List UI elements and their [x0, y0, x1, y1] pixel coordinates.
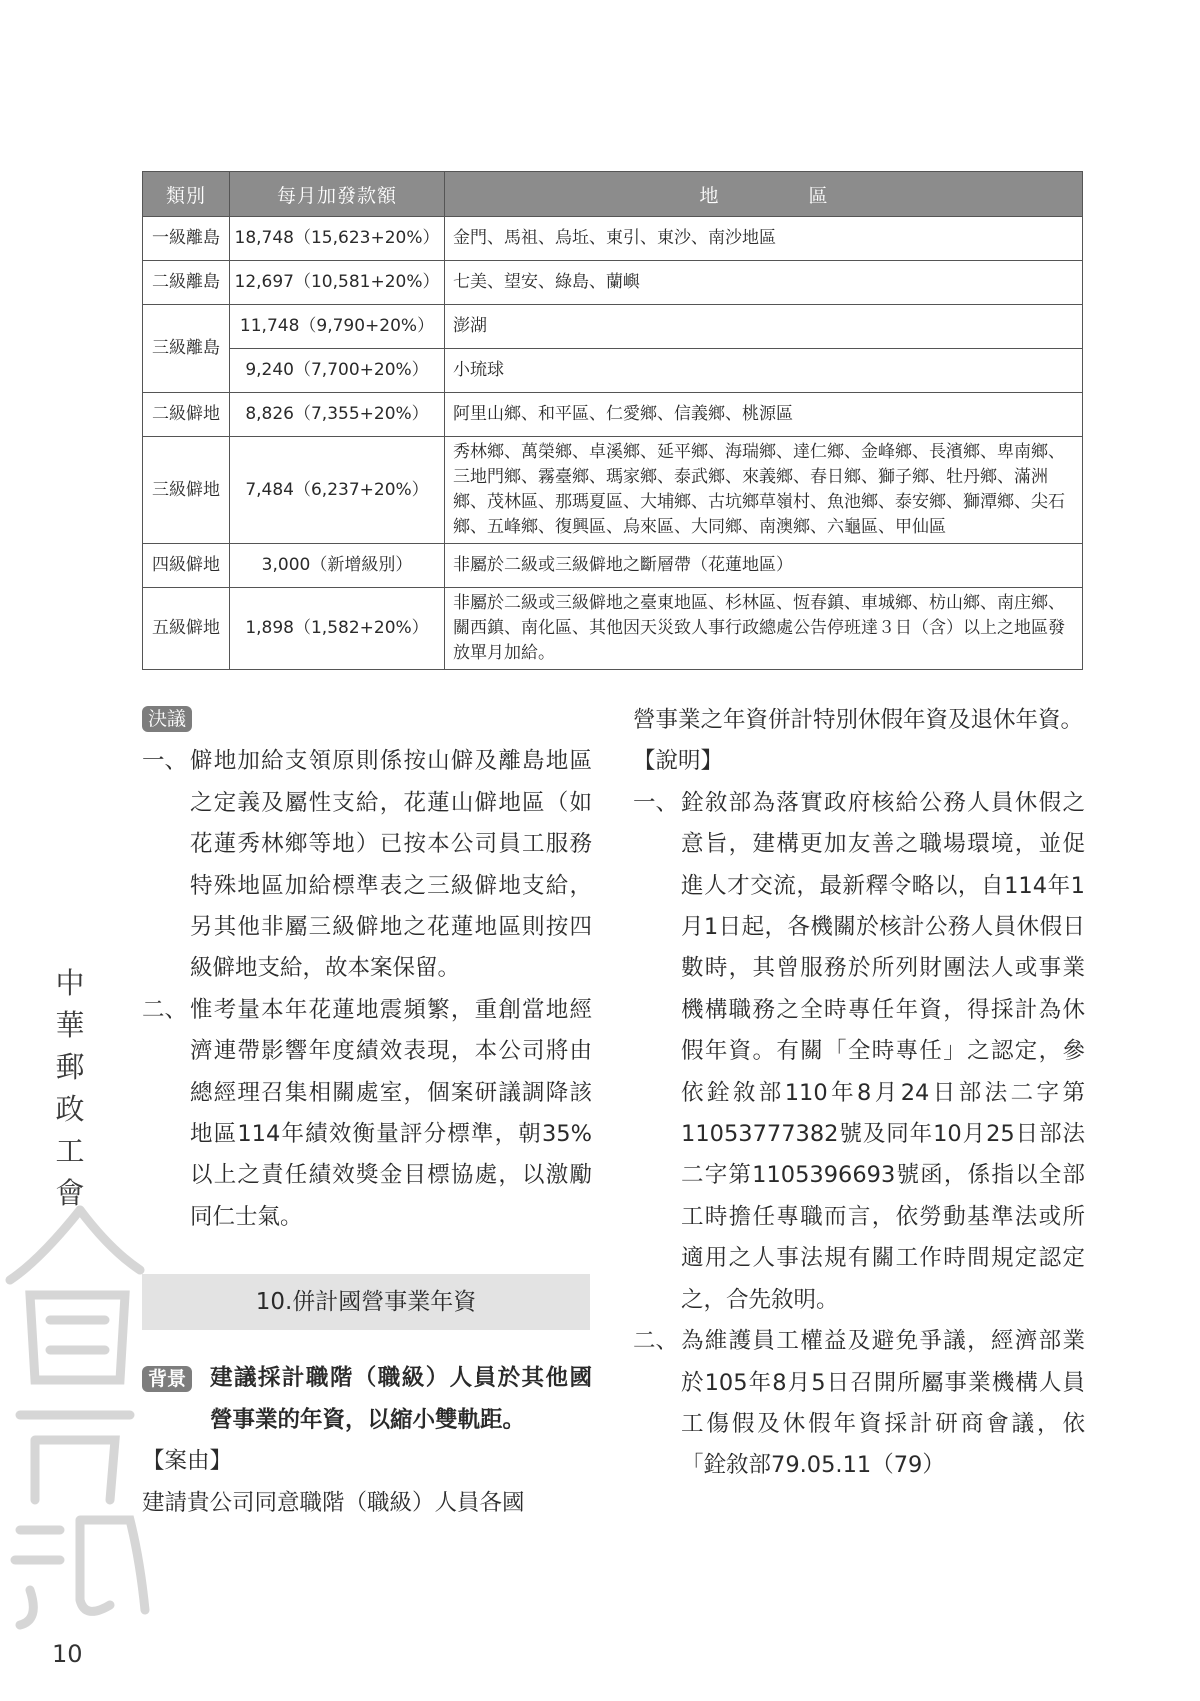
category-cell: 二級離島 — [143, 261, 230, 305]
page-number: 10 — [52, 1640, 83, 1668]
background-statement — [142, 1358, 592, 1441]
left-column — [142, 700, 592, 1524]
category-cell: 三級離島 — [143, 305, 230, 393]
category-cell: 四級僻地 — [143, 544, 230, 588]
region-cell: 阿里山鄉、和平區、仁愛鄉、信義鄉、桃源區 — [445, 393, 1083, 437]
region-cell: 秀林鄉、萬榮鄉、卓溪鄉、延平鄉、海瑞鄉、達仁鄉、金峰鄉、長濱鄉、卑南鄉、三地門鄉、霧臺鄉、瑪家鄉、泰武鄉、來義鄉、春日鄉、獅子鄉、牡丹鄉、滿洲鄉、茂林區、那瑪夏區、大埔鄉、古坑鄉草嶺村、魚池鄉、泰安鄉、獅潭鄉、尖石鄉、五峰鄉、復興區、烏來區、大同鄉、南澳鄉、六龜區、甲仙區 — [445, 437, 1083, 544]
header-amount: 每月加發款額 — [230, 172, 445, 217]
amount-cell: 9,240（7,700+20%） — [230, 349, 445, 393]
allowance-table — [142, 171, 1083, 670]
region-cell: 七美、望安、綠島、蘭嶼 — [445, 261, 1083, 305]
item-text: 為維護員工權益及避免爭議，經濟部業於105年8月5日召開所屬事業機構人員工傷假及休假年資採計研商會議，依「銓敘部79.05.11（79） — [681, 1328, 1085, 1479]
case-label: 【案由】 — [142, 1448, 233, 1475]
header-category: 類別 — [143, 172, 230, 217]
continued-text: 營事業之年資併計特別休假年資及退休年資。 — [633, 707, 1084, 733]
amount-cell: 18,748（15,623+20%） — [230, 217, 445, 261]
table-row — [143, 305, 1083, 349]
table-row — [143, 349, 1083, 393]
amount-cell: 1,898（1,582+20%） — [230, 588, 445, 670]
table-row — [143, 588, 1083, 670]
resolution-badge: 決議 — [142, 706, 192, 732]
region-cell: 金門、馬祖、烏坵、東引、東沙、南沙地區 — [445, 217, 1083, 261]
table-row — [143, 217, 1083, 261]
amount-cell: 11,748（9,790+20%） — [230, 305, 445, 349]
item-number: 二、 — [633, 1328, 679, 1355]
table-row — [143, 544, 1083, 588]
right-column — [633, 700, 1085, 1487]
item-number: 一、 — [633, 789, 679, 816]
watermark-calligraphy — [0, 1200, 150, 1630]
category-cell: 一級離島 — [143, 217, 230, 261]
amount-cell: 8,826（7,355+20%） — [230, 393, 445, 437]
resolution-item-2 — [142, 990, 592, 1238]
explain-label: 【說明】 — [633, 748, 724, 775]
item-number: 一、 — [142, 748, 188, 775]
resolution-heading — [142, 700, 592, 741]
category-cell: 三級僻地 — [143, 437, 230, 544]
table-row — [143, 437, 1083, 544]
amount-cell: 3,000（新增級別） — [230, 544, 445, 588]
region-cell: 非屬於二級或三級僻地之斷層帶（花蓮地區） — [445, 544, 1083, 588]
vertical-publication-title: 中華郵政工會 — [55, 966, 85, 1210]
explain-item-2 — [633, 1321, 1085, 1487]
section-title: 10.併計國營事業年資 — [142, 1274, 590, 1330]
resolution-item-1 — [142, 741, 592, 989]
item-text: 僻地加給支領原則係按山僻及離島地區之定義及屬性支給，花蓮山僻地區（如花蓮秀林鄉等地）已按本公司員工服務特殊地區加給標準表之三級僻地支給，另其他非屬三級僻地之花蓮地區則按四級僻地支給，故本案保留。 — [190, 748, 592, 982]
header-area-left: 地 — [699, 184, 719, 207]
table-header-row — [143, 172, 1083, 217]
amount-cell: 12,697（10,581+20%） — [230, 261, 445, 305]
case-text: 建請貴公司同意職階（職級）人員各國 — [142, 1489, 525, 1516]
region-cell: 小琉球 — [445, 349, 1083, 393]
item-text: 惟考量本年花蓮地震頻繁，重創當地經濟連帶影響年度績效表現，本公司將由總經理召集相關處室，個案研議調降該地區114年績效衡量評分標準，朝35%以上之責任績效獎金目標協處，以激勵同仁士氣。 — [190, 996, 592, 1230]
background-badge: 背景 — [142, 1366, 192, 1392]
table-row — [143, 261, 1083, 305]
amount-cell: 7,484（6,237+20%） — [230, 437, 445, 544]
item-text: 銓敘部為落實政府核給公務人員休假之意旨，建構更加友善之職場環境，並促進人才交流，最新釋令略以，自114年1月1日起，各機關於核計公務人員休假日數時，其曾服務於所列財團法人或事業機構職務之全時專任年資，得採計為休假年資。有關「全時專任」之認定，參依銓敘部110年8月24日部法二字第11053777382號及同年10月25日部法二字第1105396693號函，係指以全部工時擔任專職而言，依勞動基準法或所適用之人事法規有關工作時間規定認定之，合先敘明。 — [681, 789, 1085, 1313]
region-cell: 澎湖 — [445, 305, 1083, 349]
region-cell: 非屬於二級或三級僻地之臺東地區、杉林區、恆春鎮、車城鄉、枋山鄉、南庄鄉、關西鎮、南化區、其他因天災致人事行政總處公告停班達３日（含）以上之地區發放單月加給。 — [445, 588, 1083, 670]
category-cell: 二級僻地 — [143, 393, 230, 437]
item-number: 二、 — [142, 996, 188, 1023]
table-row — [143, 393, 1083, 437]
explain-item-1 — [633, 783, 1085, 1321]
header-area-right: 區 — [808, 184, 828, 207]
header-area — [445, 172, 1083, 217]
category-cell: 五級僻地 — [143, 588, 230, 670]
background-text: 建議採計職階（職級）人員於其他國營事業的年資，以縮小雙軌距。 — [210, 1365, 592, 1433]
